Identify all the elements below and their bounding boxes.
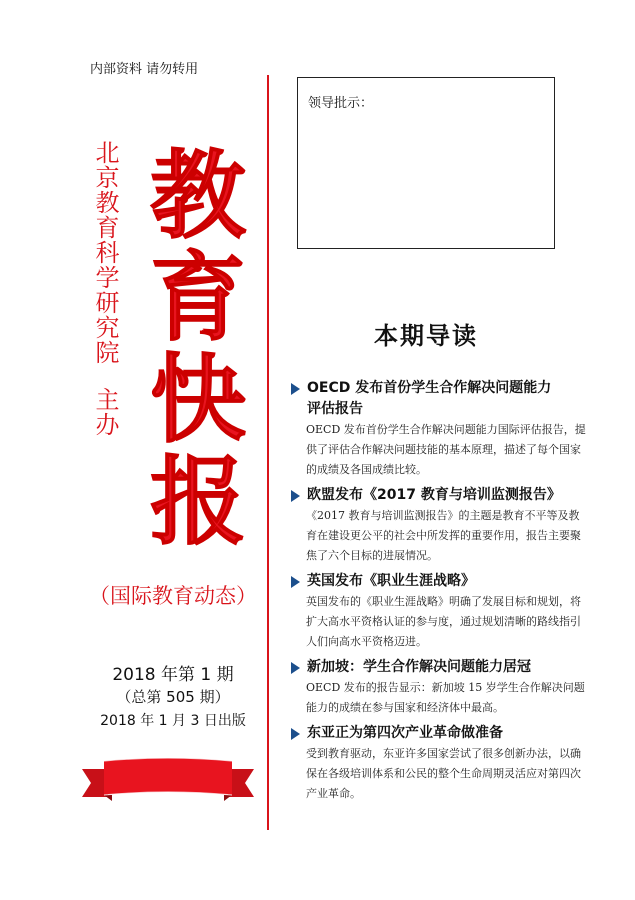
guide-title: 本期导读 — [374, 321, 478, 350]
triangle-bullet-icon — [291, 576, 300, 588]
ribbon-decoration — [82, 755, 254, 805]
leader-comment-box — [297, 77, 555, 249]
issue-date: 2018 年 1 月 3 日出版 — [100, 713, 246, 729]
guide-list — [288, 378, 590, 809]
guide-summary: 英国发布的《职业生涯战略》明确了发展目标和规划，将扩大高水平资格认证的参与度，通过规划清晰的路线指引人们向高水平资格迈进。 — [306, 595, 581, 648]
publisher-vertical — [90, 140, 120, 437]
issue-number: 2018 年第 1 期 — [112, 665, 234, 685]
guide-summary: OECD 发布的报告显示：新加坡 15 岁学生合作解决问题能力的成绩在参与国家和经济体中最高。 — [306, 681, 585, 714]
issue-total: （总第 505 期） — [116, 688, 230, 706]
title-char-1: 教 — [150, 140, 246, 252]
guide-item-2 — [288, 485, 590, 566]
triangle-bullet-icon — [291, 728, 300, 740]
guide-summary: 《2017 教育与培训监测报告》的主题是教育不平等及教育在建设更公平的社会中所发挥的重要作用，报告主要聚焦了六个目标的进展情况。 — [306, 509, 581, 562]
title-char-3: 快 — [150, 344, 246, 456]
guide-item-1 — [288, 378, 590, 480]
guide-item-4 — [288, 657, 590, 718]
triangle-bullet-icon — [291, 490, 300, 502]
title-char-4: 报 — [150, 446, 246, 558]
triangle-bullet-icon — [291, 383, 300, 395]
title-char-2: 育 — [150, 242, 246, 354]
guide-summary: 受到教育驱动，东亚许多国家尝试了很多创新办法，以确保在各级培训体系和公民的整个生命周期灵活应对第四次产业革命。 — [306, 747, 581, 800]
publisher-role: 主办 — [91, 387, 119, 437]
guide-headline: 东亚正为第四次产业革命做准备 — [307, 725, 503, 741]
guide-item-3 — [288, 571, 590, 652]
guide-headline: 欧盟发布《2017 教育与培训监测报告》 — [307, 487, 561, 503]
guide-headline-cont: 评估报告 — [307, 401, 363, 417]
publisher-name: 北京教育科学研究院 — [91, 140, 119, 365]
guide-item-5 — [288, 723, 590, 804]
guide-headline: OECD 发布首份学生合作解决问题能力 — [307, 380, 552, 396]
masthead-subtitle: （国际教育动态） — [89, 584, 257, 608]
guide-headline: 新加坡：学生合作解决问题能力居冠 — [307, 659, 531, 675]
triangle-bullet-icon — [291, 662, 300, 674]
guide-summary: OECD 发布首份学生合作解决问题能力国际评估报告，提供了评估合作解决问题技能的基本原理，描述了每个国家的成绩及各国成绩比较。 — [306, 423, 586, 476]
comment-label: 领导批示： — [308, 96, 374, 111]
guide-headline: 英国发布《职业生涯战略》 — [307, 573, 475, 589]
internal-note: 内部资料 请勿转用 — [90, 62, 199, 77]
